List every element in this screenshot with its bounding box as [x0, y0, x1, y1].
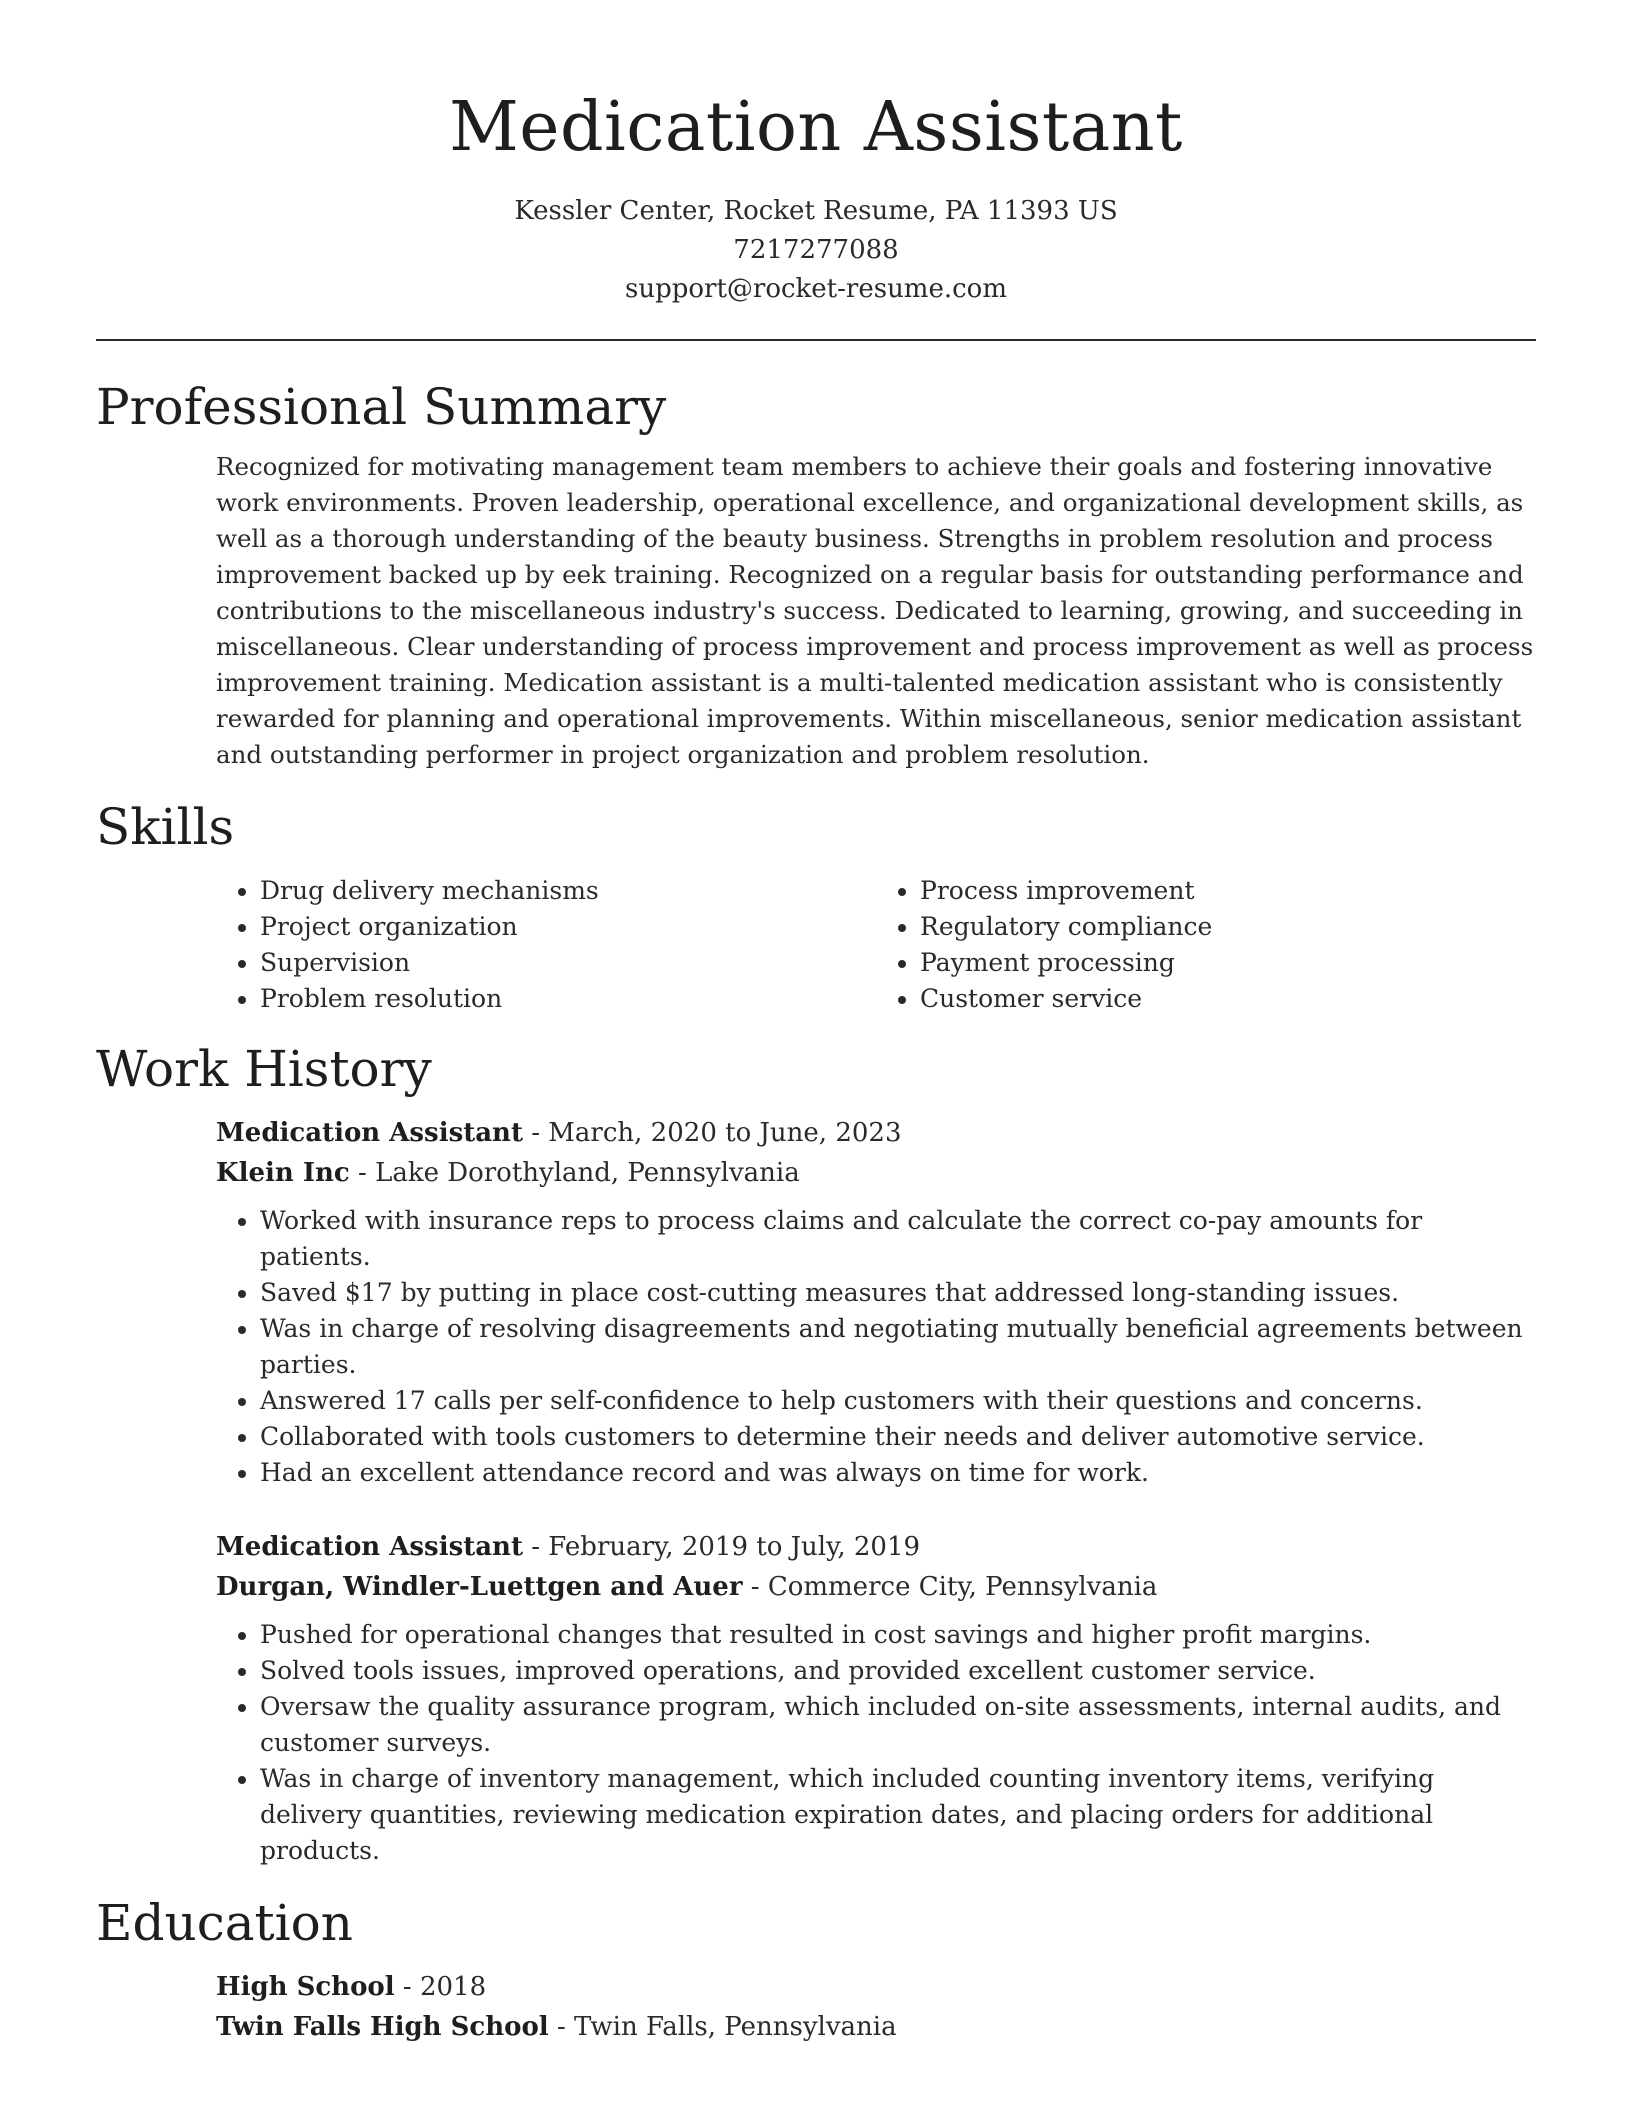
summary-heading: Professional Summary — [96, 378, 667, 436]
job-entry — [216, 1527, 1536, 1869]
resume-header — [96, 0, 1536, 309]
job-role: Medication Assistant — [216, 1532, 523, 1562]
skills-grid — [216, 873, 1536, 1017]
job-dates: - February, 2019 to July, 2019 — [522, 1532, 921, 1562]
skill-item: • Supervision — [260, 945, 876, 981]
skill-item: • Drug delivery mechanisms — [260, 873, 876, 909]
job-bullets — [216, 1617, 1536, 1869]
education-year: - 2018 — [394, 1972, 487, 2002]
job-role: Medication Assistant — [216, 1118, 523, 1148]
job-bullet: • Worked with insurance reps to process claims and calculate the correct co-pay amounts for patients. — [260, 1203, 1536, 1275]
education-degree-line — [216, 1967, 1536, 2007]
summary-section — [96, 377, 1536, 773]
job-bullet: • Was in charge of resolving disagreements and negotiating mutually beneficial agreements between parties. — [260, 1311, 1536, 1383]
job-entry — [216, 1113, 1536, 1491]
education-location: - Twin Falls, Pennsylvania — [548, 2012, 897, 2042]
job-company: Klein Inc — [216, 1158, 350, 1188]
skill-item: • Process improvement — [920, 873, 1536, 909]
job-bullet: • Collaborated with tools customers to determine their needs and deliver automotive service. — [260, 1419, 1536, 1455]
skills-heading: Skills — [96, 798, 235, 856]
education-school: Twin Falls High School — [216, 2012, 549, 2042]
skills-column-left — [216, 873, 876, 1017]
job-bullet: • Saved $17 by putting in place cost-cutting measures that addressed long-standing issues. — [260, 1275, 1536, 1311]
skills-column-right — [876, 873, 1536, 1017]
job-bullets — [216, 1203, 1536, 1491]
contact-info — [96, 192, 1536, 309]
job-bullet: • Solved tools issues, improved operations, and provided excellent customer service. — [260, 1653, 1536, 1689]
job-company: Durgan, Windler-Luettgen and Auer — [216, 1572, 743, 1602]
contact-email: support@rocket-resume.com — [624, 274, 1007, 304]
job-company-line — [216, 1567, 1536, 1607]
education-degree: High School — [216, 1972, 395, 2002]
job-bullet: • Pushed for operational changes that resulted in cost savings and higher profit margins. — [260, 1617, 1536, 1653]
education-entry — [216, 1967, 1536, 2047]
job-bullet: • Oversaw the quality assurance program, which included on-site assessments, internal audits, and customer surveys. — [260, 1689, 1536, 1761]
education-school-line — [216, 2007, 1536, 2047]
contact-address: Kessler Center, Rocket Resume, PA 11393 US — [514, 196, 1118, 226]
skill-item: • Project organization — [260, 909, 876, 945]
job-bullet: • Had an excellent attendance record and was always on time for work. — [260, 1455, 1536, 1491]
job-location: - Commerce City, Pennsylvania — [742, 1572, 1158, 1602]
skill-item: • Regulatory compliance — [920, 909, 1536, 945]
candidate-title: Medication Assistant — [449, 88, 1183, 167]
contact-phone: 7217277088 — [733, 235, 899, 265]
header-divider — [96, 339, 1536, 341]
job-company-line — [216, 1153, 1536, 1193]
work-history-heading: Work History — [96, 1040, 432, 1098]
skill-item: • Payment processing — [920, 945, 1536, 981]
education-section — [96, 1893, 1536, 2047]
skills-section — [96, 797, 1536, 1017]
summary-text: Recognized for motivating management team members to achieve their goals and fostering innovative work environments. Proven leadership, operational excellence, and organizational development skills, as well as a thorough understanding of the beauty business. Strengths in problem resolution and process improvement backed up by eek training. Recognized on a regular basis for outstanding performance and contributions to the miscellaneous industry's success. Dedicated to learning, growing, and succeeding in miscellaneous. Clear understanding of process improvement and process improvement as well as process improvement training. Medication assistant is a multi-talented medication assistant who is consistently rewarded for planning and operational improvements. Within miscellaneous, senior medication assistant and outstanding performer in project organization and problem resolution. — [216, 452, 1534, 769]
job-title-line — [216, 1527, 1536, 1567]
job-dates: - March, 2020 to June, 2023 — [522, 1118, 902, 1148]
skill-item: • Problem resolution — [260, 981, 876, 1017]
job-location: - Lake Dorothyland, Pennsylvania — [349, 1158, 800, 1188]
job-bullet: • Answered 17 calls per self-confidence to help customers with their questions and concerns. — [260, 1383, 1536, 1419]
education-heading: Education — [96, 1894, 353, 1952]
job-title-line — [216, 1113, 1536, 1153]
skill-item: • Customer service — [920, 981, 1536, 1017]
work-history-section — [96, 1039, 1536, 1869]
job-bullet: • Was in charge of inventory management, which included counting inventory items, verifying delivery quantities, reviewing medication expiration dates, and placing orders for additional products. — [260, 1761, 1536, 1869]
